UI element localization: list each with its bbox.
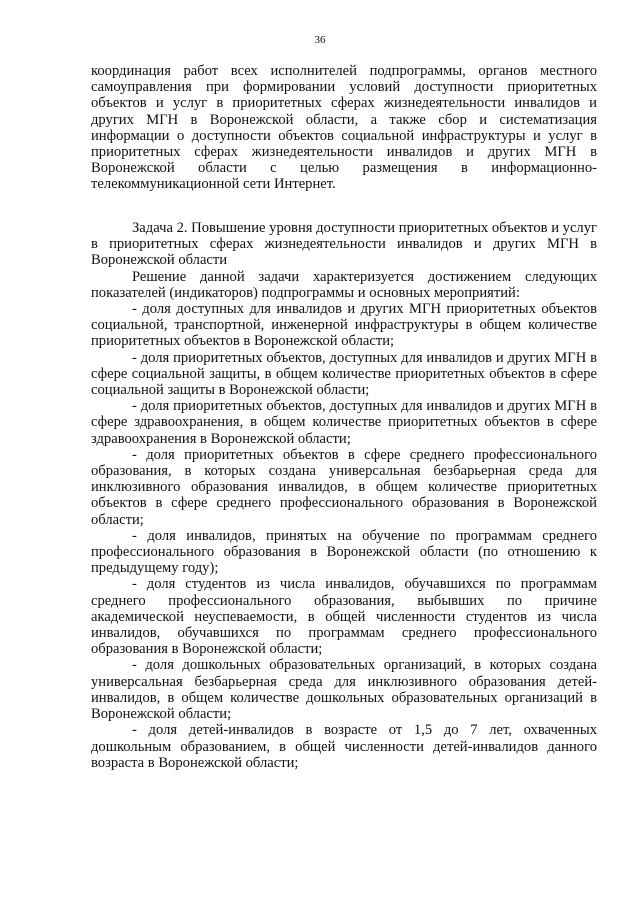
task-heading: Задача 2. Повышение уровня доступности приоритетных объектов и услуг в приоритетных сферах жизнедеятельности инвалидов и других МГН в Воронежской области [91,220,597,269]
task-section [91,220,597,771]
page-number: 36 [314,34,326,46]
indicator-item: - доля инвалидов, принятых на обучение по программам среднего профессионального образования в Воронежской области (по отношению к предыдущему году); [91,527,597,577]
indicator-item: - доля студентов из числа инвалидов, обучавшихся по программам среднего профессионального образования, выбывших по причине академической неуспеваемости, в общей численности студентов из числа инвалидов, обучавшихся по программам среднего профессионального образования в Воронежской области; [91,576,597,658]
intro-block [91,63,597,193]
indicator-item: - доля приоритетных объектов в сфере среднего профессионального образования, в которых создана универсальная безбарьерная среда для инклюзивного образования инвалидов, в общем количестве приоритетных объектов в сфере среднего профессионального образования в Воронежской области; [91,446,597,528]
indicator-item: - доля доступных для инвалидов и других МГН приоритетных объектов социальной, транспортной, инженерной инфраструктуры в общем количестве приоритетных объектов в Воронежской области; [91,301,597,350]
indicator-item: - доля приоритетных объектов, доступных для инвалидов и других МГН в сфере здравоохранения, в общем количестве приоритетных объектов в сфере здравоохранения в Воронежской области; [91,398,597,447]
indicator-item: - доля приоритетных объектов, доступных для инвалидов и других МГН в сфере социальной защиты, в общем количестве приоритетных объектов в сфере социальной защиты в Воронежской области; [91,349,597,399]
indicator-item: - доля дошкольных образовательных организаций, в которых создана универсальная безбарьерная среда для инклюзивного образования детей-инвалидов, в общем количестве дошкольных образовательных организаций в Воронежской области; [91,657,597,723]
task-lead-paragraph: Решение данной задачи характеризуется достижением следующих показателей (индикаторов) подпрограммы и основных мероприятий: [91,268,597,301]
indicator-item: - доля детей-инвалидов в возрасте от 1,5 до 7 лет, охваченных дошкольным образованием, в общей численности детей-инвалидов данного возраста в Воронежской области; [91,722,597,771]
intro-paragraph: координация работ всех исполнителей подпрограммы, органов местного самоуправления при формировании условий доступности приоритетных объектов и услуг в приоритетных сферах жизнедеятельности инвалидов и других МГН в Воронежской области, а также сбор и систематизация информации о доступности объектов социальной инфраструктуры и услуг в приоритетных сферах жизнедеятельности инвалидов и других МГН в Воронежской области с целью размещения в информационно-телекоммуникационной сети Интернет. [91,63,597,193]
